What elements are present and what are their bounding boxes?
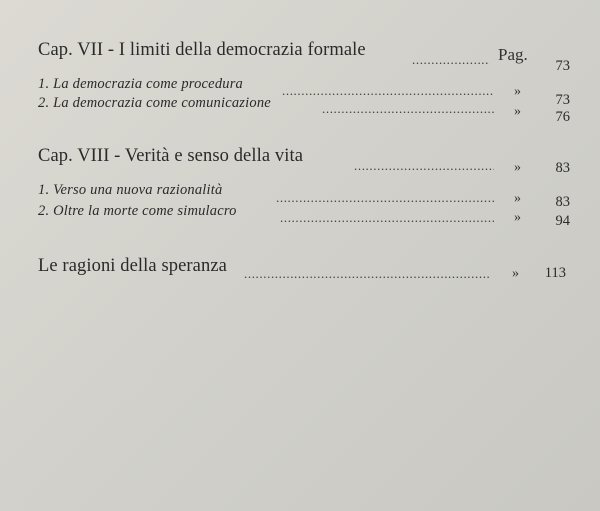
leader-dots — [412, 52, 490, 68]
section-8-2-title: 2. Oltre la morte come simulacro — [38, 203, 237, 219]
section-8-2-page: 94 — [555, 213, 570, 229]
leader-dots — [244, 266, 490, 282]
leader-dots — [354, 158, 494, 174]
section-7-2-title: 2. La democrazia come comunicazione — [38, 95, 271, 111]
ditto-marker: » — [514, 191, 521, 206]
leader-dots — [280, 210, 494, 226]
page-marker: Pag. — [498, 45, 528, 64]
chapter-7-page: 73 — [555, 58, 570, 74]
leader-dots — [282, 83, 494, 99]
section-8-1-page: 83 — [555, 194, 570, 210]
ditto-marker: » — [514, 160, 521, 175]
ditto-marker: » — [514, 210, 521, 225]
section-7-1-title: 1. La democrazia come procedura — [38, 76, 244, 92]
section-7-1-page: 73 — [555, 92, 570, 108]
chapter-7-title: Cap. VII - I limiti della democrazia formale — [38, 40, 366, 60]
ditto-marker: » — [512, 266, 519, 281]
ditto-marker: » — [514, 84, 521, 99]
chapter-8-title: Cap. VIII - Verità e senso della vita — [38, 146, 304, 166]
section-7-2-page: 76 — [555, 109, 570, 125]
section-8-1-title: 1. Verso una nuova razionalità — [38, 182, 223, 198]
chapter-8-page: 83 — [555, 160, 570, 176]
leader-dots — [322, 101, 494, 117]
closing-chapter-page: 113 — [544, 265, 566, 281]
leader-dots — [276, 190, 494, 206]
ditto-marker: » — [514, 104, 521, 119]
closing-chapter-title: Le ragioni della speranza — [38, 256, 227, 276]
